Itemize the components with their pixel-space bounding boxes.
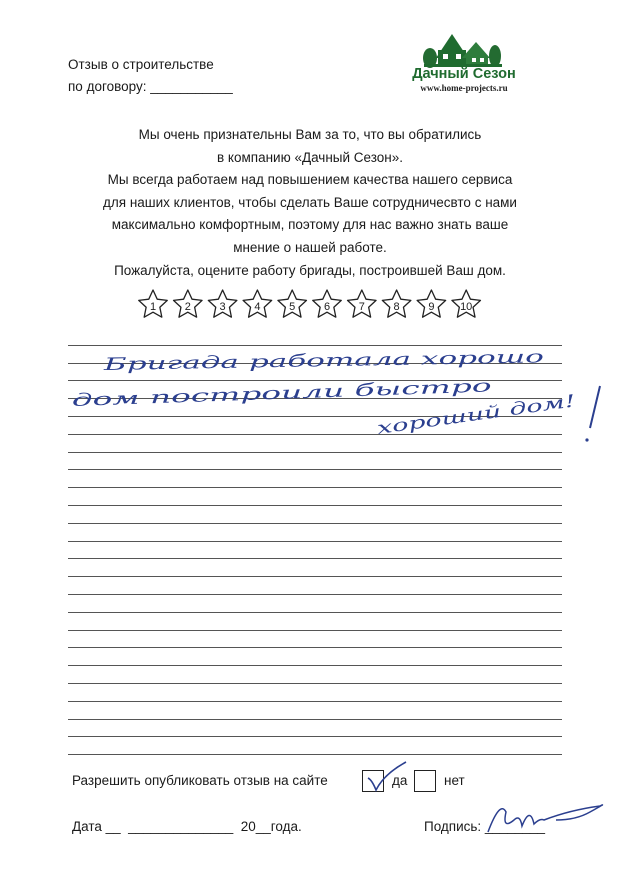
publish-yes-label: да xyxy=(392,773,408,788)
rating-star-label: 1 xyxy=(149,301,157,313)
publish-no-label: нет xyxy=(444,773,465,788)
rating-star-label: 5 xyxy=(289,301,296,313)
rating-star-label: 9 xyxy=(428,301,435,313)
date-field: Дата __ ______________ 20__года. xyxy=(72,819,302,834)
intro-line: максимально комфортным, поэтому для нас важно знать ваше xyxy=(111,217,509,233)
handwriting-line-2: дом построили быстро xyxy=(71,383,290,411)
rating-star-label: 3 xyxy=(219,301,226,313)
rating-star-label: 10 xyxy=(460,301,473,313)
rating-star-label: 4 xyxy=(254,301,261,313)
intro-line: в компанию «Дачный Сезон». xyxy=(216,149,404,165)
rating-star-label: 8 xyxy=(393,301,400,313)
form-title: Отзыв о строительстве xyxy=(68,57,214,72)
rating-star-label: 7 xyxy=(358,301,365,313)
intro-line: для наших клиентов, чтобы сделать Ваше сотрудничесвто с нами xyxy=(103,194,517,210)
exclamation-mark xyxy=(590,386,600,428)
rating-star-label: 2 xyxy=(184,301,191,313)
signature-field: Подпись: ________ xyxy=(424,819,545,834)
logo-url: www.home-projects.ru xyxy=(420,83,508,93)
intro-line: Мы очень признательны Вам за то, что вы обратились xyxy=(138,127,482,142)
handwriting-line-1: Бригада работала хорошо xyxy=(103,350,345,375)
signature-scribble xyxy=(480,790,610,840)
logo-name: Дачный Сезон xyxy=(412,66,516,82)
publish-question: Разрешить опубликовать отзыв на сайте xyxy=(72,773,328,788)
publish-no-checkbox[interactable] xyxy=(414,770,436,792)
contract-number-field: по договору: ___________ xyxy=(68,79,233,94)
intro-line: Мы всегда работаем над повышением качества нашего сервиса xyxy=(107,172,513,188)
handwriting-line-3: хороший дом! xyxy=(375,401,504,439)
rating-star-label: 6 xyxy=(323,301,331,313)
intro-line: мнение о нашей работе. xyxy=(233,239,387,255)
intro-line: Пожалуйста, оцените работу бригады, построившей Ваш дом. xyxy=(114,262,506,278)
